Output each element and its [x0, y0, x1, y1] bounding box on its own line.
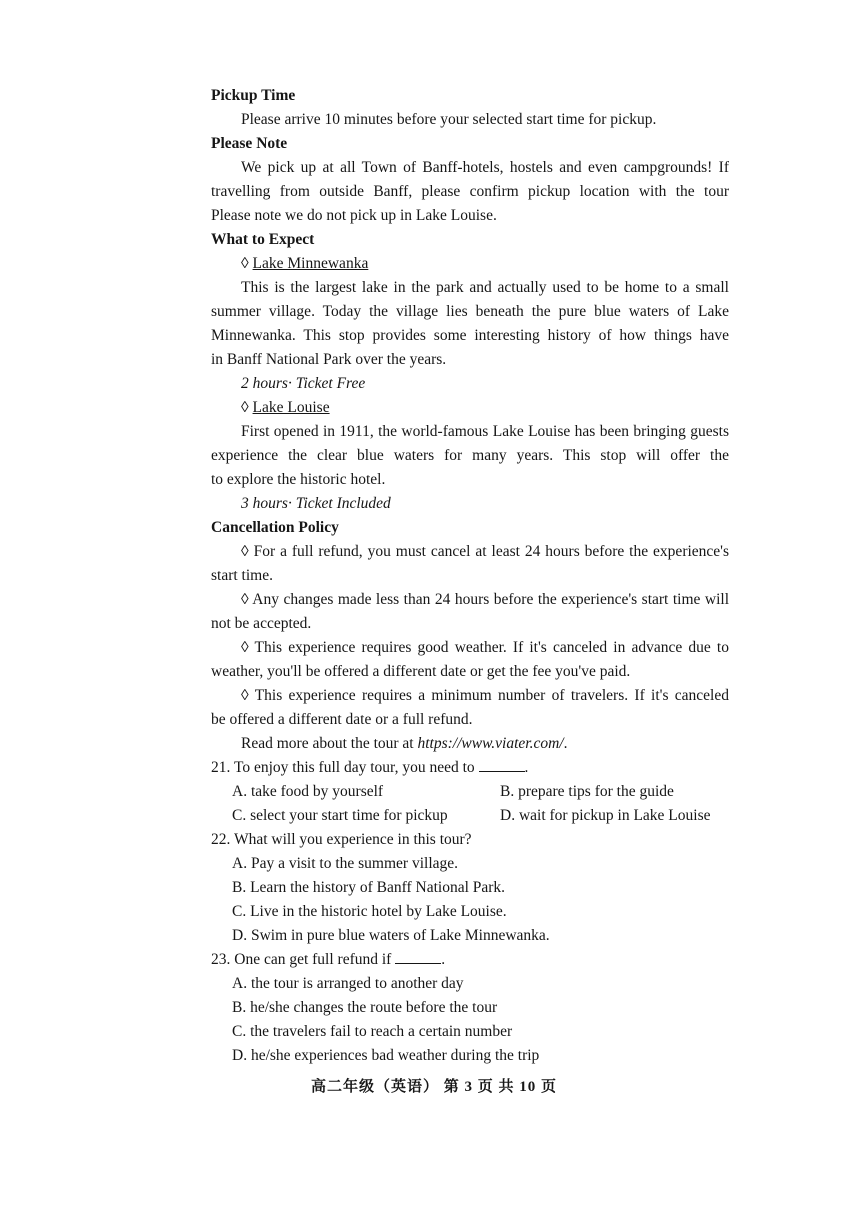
question-21-text: 21. To enjoy this full day tour, you need to [211, 759, 475, 776]
cancel-p1-b: start time. [211, 567, 273, 584]
note-line-1: We pick up at all Town of Banff-hotels, hostels and even campgrounds! If [241, 159, 729, 176]
option-a[interactable]: A. take food by yourself [232, 783, 384, 800]
minnewanka-title-line [211, 252, 729, 276]
minnewanka-duration: 2 hours· Ticket Free [241, 375, 366, 392]
question-23-stem [211, 948, 729, 972]
note-line-3: Please note we do not pick up in Lake Louise. [211, 207, 497, 224]
option-b[interactable]: B. Learn the history of Banff National Park. [232, 879, 506, 896]
louise-line-2: experience the clear blue waters for many years. This stop will offer the [211, 447, 729, 464]
option-c[interactable]: C. select your start time for pickup [232, 807, 448, 824]
louise-title-line [211, 396, 729, 420]
option-a[interactable]: A. the tour is arranged to another day [232, 975, 464, 992]
question-23-text: 23. One can get full refund if [211, 951, 392, 968]
louise-line-1: First opened in 1911, the world-famous Lake Louise has been bringing guests [241, 423, 729, 440]
answer-blank [479, 757, 525, 772]
question-22-stem: 22. What will you experience in this tour? [211, 831, 472, 848]
option-d[interactable]: D. wait for pickup in Lake Louise [500, 807, 711, 824]
option-d[interactable]: D. Swim in pure blue waters of Lake Minnewanka. [232, 927, 550, 944]
cancel-p3-b: weather, you'll be offered a different date or get the fee you've paid. [211, 663, 631, 680]
option-d[interactable]: D. he/she experiences bad weather during the trip [232, 1047, 540, 1064]
pickup-heading: Pickup Time [211, 87, 296, 104]
note-heading: Please Note [211, 135, 288, 152]
option-c[interactable]: C. the travelers fail to reach a certain number [232, 1023, 513, 1040]
note-line-2: travelling from outside Banff, please confirm pickup location with the tour [211, 183, 729, 200]
option-b[interactable]: B. prepare tips for the guide [500, 783, 674, 800]
minnewanka-title: Lake Minnewanka [252, 255, 369, 272]
passage [211, 84, 729, 1068]
page-footer: 高二年级（英语） 第 3 页 共 10 页 [310, 1079, 557, 1095]
stem-end: . [441, 951, 446, 968]
expect-heading: What to Expect [211, 231, 315, 248]
cancel-p2-a: ◊ Any changes made less than 24 hours before the experience's start time will [241, 591, 729, 608]
cancel-p1-a: ◊ For a full refund, you must cancel at least 24 hours before the experience's [241, 543, 729, 560]
tour-url-link[interactable]: https://www.viater.com/ [417, 735, 564, 752]
option-a[interactable]: A. Pay a visit to the summer village. [232, 855, 459, 872]
cancel-heading: Cancellation Policy [211, 519, 339, 536]
louise-line-3: to explore the historic hotel. [211, 471, 386, 488]
cancel-p4-a: ◊ This experience requires a minimum number of travelers. If it's canceled [241, 687, 729, 704]
cancel-p2-b: not be accepted. [211, 615, 312, 632]
minnewanka-line-2: summer village. Today the village lies beneath the pure blue waters of Lake [211, 303, 729, 320]
minnewanka-line-1: This is the largest lake in the park and actually used to be home to a small [241, 279, 729, 296]
question-21-options-row-2 [211, 804, 729, 828]
read-more-suffix: . [563, 735, 568, 752]
cancel-p4-b: be offered a different date or a full refund. [211, 711, 473, 728]
minnewanka-line-4: in Banff National Park over the years. [211, 351, 447, 368]
read-more-line [211, 732, 729, 756]
diamond-bullet-icon: ◊ [241, 399, 249, 416]
louise-duration: 3 hours· Ticket Included [241, 495, 391, 512]
answer-blank [395, 949, 441, 964]
diamond-bullet-icon: ◊ [241, 255, 249, 272]
question-21-options-row-1 [211, 780, 729, 804]
cancel-p3-a: ◊ This experience requires good weather. If it's canceled in advance due to [241, 639, 729, 656]
pickup-text: Please arrive 10 minutes before your selected start time for pickup. [241, 111, 657, 128]
read-more-prefix: Read more about the tour at [241, 735, 418, 752]
option-c[interactable]: C. Live in the historic hotel by Lake Louise. [232, 903, 507, 920]
louise-title: Lake Louise [252, 399, 330, 416]
minnewanka-line-3: Minnewanka. This stop provides some interesting history of how things have [211, 327, 729, 344]
stem-end: . [524, 759, 529, 776]
option-b[interactable]: B. he/she changes the route before the tour [232, 999, 498, 1016]
question-21-stem [211, 756, 729, 780]
